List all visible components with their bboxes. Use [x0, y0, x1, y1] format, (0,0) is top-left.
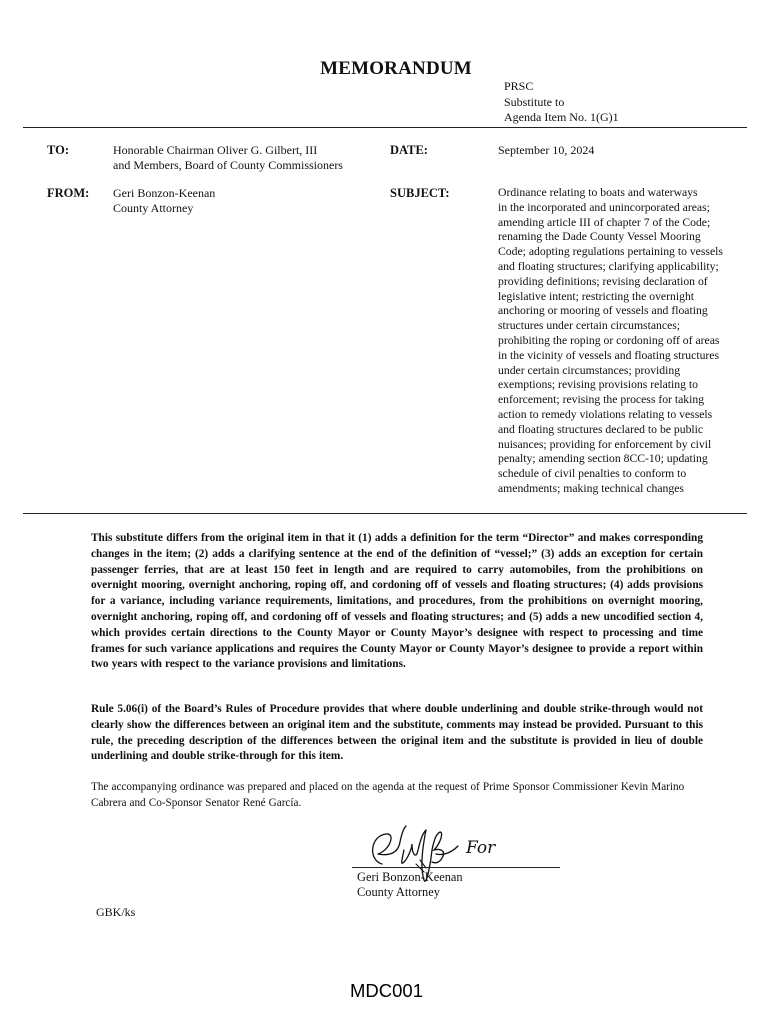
reference-line: Substitute to: [504, 94, 565, 109]
subject-line: and floating structures; clarifying applicability;: [498, 259, 719, 273]
to-recipients: [113, 143, 343, 173]
to-line: and Members, Board of County Commissioners: [113, 157, 343, 172]
subject-label: SUBJECT:: [390, 186, 450, 200]
reference-line: PRSC: [504, 79, 534, 93]
bottom-divider: [23, 513, 747, 514]
rule-paragraph: Rule 5.06(i) of the Board’s Rules of Procedure provides that where double underlining and double strike-through would not clearly show the differences between an original item and the substitute, comments may instead be provided. Pursuant to this rule, the preceding description of the differences between the original item and the substitute is provided in lieu of double underlining and double strike-through for this item.: [91, 703, 703, 763]
subject-line: amendments; making technical changes: [498, 481, 684, 495]
subject-line: legislative intent; restricting the overnight: [498, 289, 695, 303]
signature-line: [352, 867, 560, 868]
from-label: FROM:: [47, 186, 90, 200]
subject-line: exemptions; revising provisions relating to: [498, 378, 698, 392]
subject-line: Ordinance relating to boats and waterways: [498, 186, 698, 199]
memo-title: MEMORANDUM: [320, 58, 472, 79]
date-label: DATE:: [390, 143, 428, 157]
substitute-differences-paragraph: This substitute differs from the original item in that it (1) adds a definition for the term “Director” and makes corresponding changes in the item; (2) adds a clarifying sentence at the end of the definition of “vessel;” (3) adds an exception for certain passenger ferries, that are at least 150 feet in length and are required to carry automobiles, from the prohibitions on overnight mooring, overnight anchoring, roping off, and cordoning off of vessels and floating structures; (4) adds provisions for a variance, including variance requirements, limitations, and procedures, from the prohibitions on overnight mooring, overnight anchoring, roping off, and cordoning off of vessels and floating structures; and (5) adds a new uncodified section 4, which provides certain directions to the County Mayor or County Mayor’s designee with respect to processing and time frames for such variance applications and requires the County Mayor or County Mayor’s designee to provide a report within two years with respect to the variance provisions and limitations.: [91, 532, 703, 671]
document-code: MDC001: [350, 980, 423, 1001]
subject-line: providing definitions; revising declaration of: [498, 274, 708, 288]
subject-line: prohibiting the roping or cordoning off of areas: [498, 333, 720, 347]
subject-line: amending article III of chapter 7 of the Code;: [498, 215, 711, 229]
signatory-title: County Attorney: [357, 885, 440, 899]
subject-line: and floating structures declared to be public: [498, 422, 704, 436]
date-value: September 10, 2024: [498, 143, 595, 157]
subject-line: action to remedy violations relating to vessels: [498, 407, 713, 421]
reference-line: Agenda Item No. 1(G)1: [504, 110, 619, 124]
subject-line: enforcement; revising the process for taking: [498, 393, 705, 407]
to-line: Honorable Chairman Oliver G. Gilbert, III: [113, 143, 318, 157]
subject-line: schedule of civil penalties to conform to: [498, 467, 687, 481]
subject-line: under certain circumstances; providing: [498, 363, 681, 377]
subject-line: nuisances; providing for enforcement by civil: [498, 437, 712, 451]
signature-for-note: For: [466, 838, 496, 858]
typist-initials: GBK/ks: [96, 905, 136, 919]
subject-line: Code; adopting regulations pertaining to vessels: [498, 245, 723, 259]
from-line: Geri Bonzon-Keenan: [113, 186, 216, 200]
top-divider: [23, 127, 747, 128]
subject-line: structures under certain circumstances;: [498, 319, 681, 333]
subject-line: penalty; amending section 8CC-10; updating: [498, 452, 708, 466]
sponsor-paragraph: The accompanying ordinance was prepared and placed on the agenda at the request of Prime Sponsor Commissioner Kevin Marino Cabrera and Co-Sponsor Senator René García.: [91, 781, 685, 809]
from-sender: [113, 186, 215, 216]
from-line: County Attorney: [113, 200, 194, 215]
signatory-name: Geri Bonzon-Keenan: [357, 870, 463, 884]
subject-line: in the vicinity of vessels and floating structures: [498, 348, 720, 362]
subject-text: [498, 186, 748, 497]
reference-block: [504, 79, 619, 126]
subject-line: anchoring or mooring of vessels and floating: [498, 304, 708, 318]
subject-line: renaming the Dade County Vessel Mooring: [498, 230, 701, 244]
signatory: [357, 870, 463, 900]
subject-line: in the incorporated and unincorporated areas;: [498, 200, 710, 214]
to-label: TO:: [47, 143, 69, 157]
